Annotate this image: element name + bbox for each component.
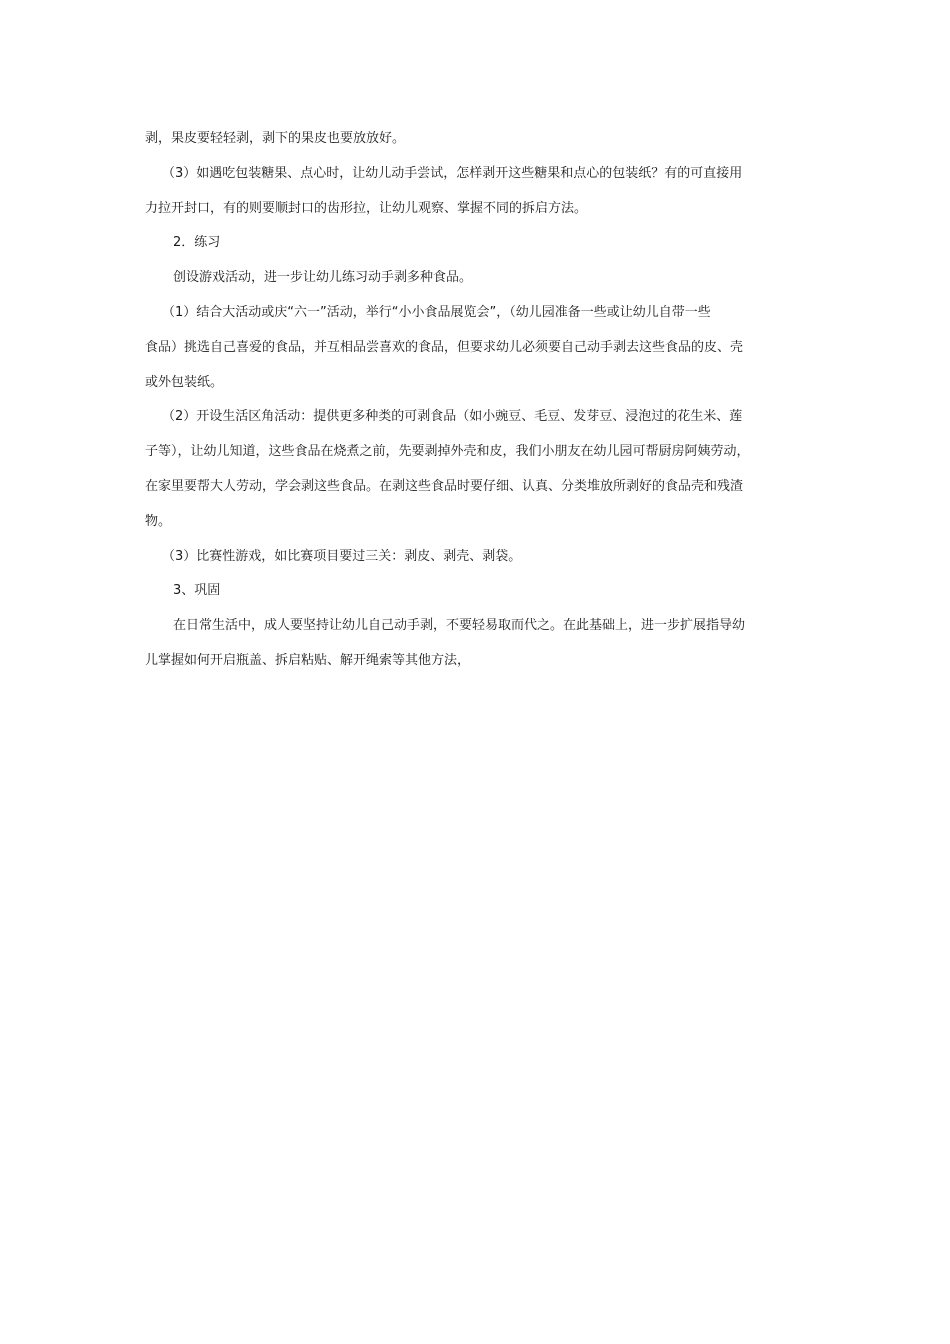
text-line: 儿掌握如何开启瓶盖、拆启粘贴、解开绳索等其他方法， xyxy=(145,652,471,668)
text-line: 子等），让幼儿知道，这些食品在烧煮之前，先要剥掉外壳和皮，我们小朋友在幼儿园可帮厨房阿姨劳动， xyxy=(145,444,750,460)
section-heading: 2．练习 xyxy=(173,235,221,251)
text-line: （1）结合大活动或庆“六一”活动，举行“小小食品展览会”，（幼儿园准备一些或让幼儿自带一些 xyxy=(162,304,711,320)
text-line: 创设游戏活动，进一步让幼儿练习动手剥多种食品。 xyxy=(173,270,473,286)
text-line: 食品）挑选自己喜爱的食品，并互相品尝喜欢的食品，但要求幼儿必须要自己动手剥去这些食品的皮、壳 xyxy=(145,339,744,355)
text-line: 力拉开封口，有的则要顺封口的齿形拉，让幼儿观察、掌握不同的拆启方法。 xyxy=(145,200,588,216)
text-line: （3）比赛性游戏，如比赛项目要过三关：剥皮、剥壳、剥袋。 xyxy=(162,548,522,564)
document-body xyxy=(145,122,817,679)
text-line: （2）开设生活区角活动：提供更多种类的可剥食品（如小豌豆、毛豆、发芽豆、浸泡过的花生米、莲 xyxy=(162,409,743,425)
text-line: 剥，果皮要轻轻剥，剥下的果皮也要放放好。 xyxy=(145,131,406,146)
text-line: 在日常生活中，成人要坚持让幼儿自己动手剥，不要轻易取而代之。在此基础上，进一步扩展指导幼 xyxy=(173,618,746,634)
text-line: （3）如遇吃包装糖果、点心时，让幼儿动手尝试，怎样剥开这些糖果和点心的包装纸？有的可直接用 xyxy=(162,165,743,181)
text-line: 或外包装纸。 xyxy=(145,374,224,390)
text-line: 物。 xyxy=(145,513,172,529)
section-heading: 3、巩固 xyxy=(173,583,221,599)
text-line: 在家里要帮大人劳动，学会剥这些食品。在剥这些食品时要仔细、认真、分类堆放所剥好的食品壳和残渣 xyxy=(145,478,744,494)
